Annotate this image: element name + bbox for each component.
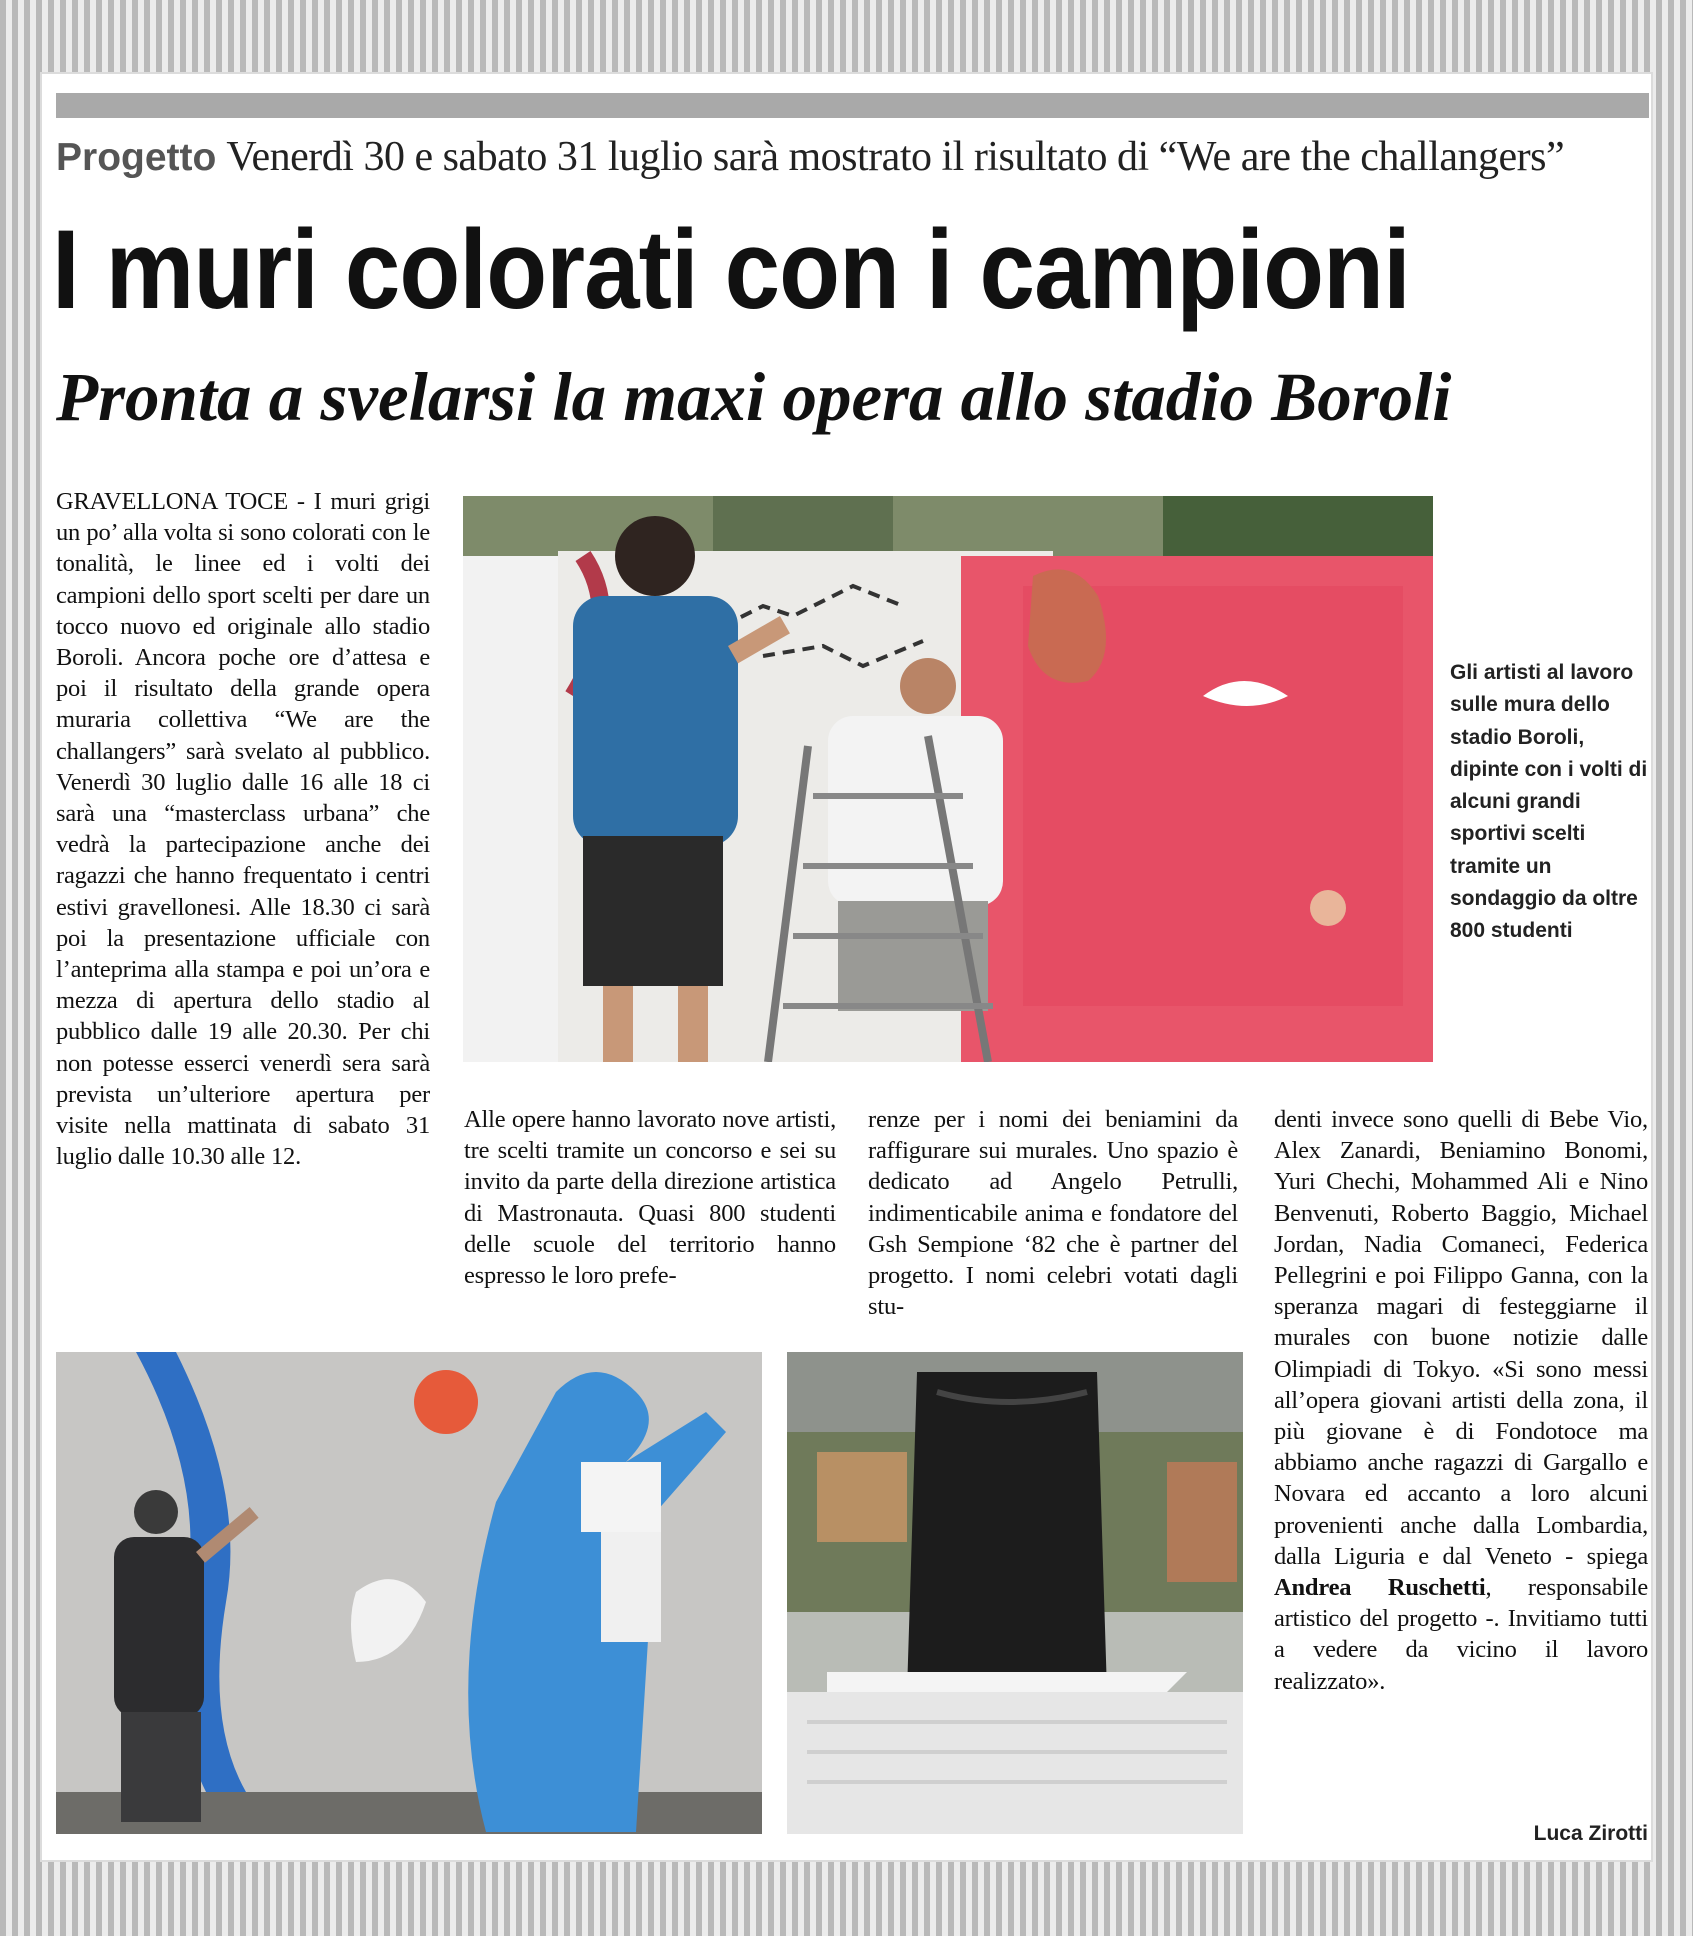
- article-column-1: GRAVELLONA TOCE - I muri grigi un po’ alla volta si sono colorati con le tonalità, le linee ed i volti dei campioni dello sport scelti per dare un tocco nuovo ed originale allo stadio Boroli. Ancora poche ore d’attesa e poi il risultato della grande opera muraria collettiva “We are the challangers” sarà svelato al pubblico. Venerdì 30 luglio dalle 16 alle 18 ci sarà una “masterclass urbana” che vedrà la partecipazione anche dei ragazzi che hanno frequentato i centri estivi gravellonesi. Alle 18.30 ci sarà poi la presentazione ufficiale con l’anteprima alla stampa e poi un’ora e mezza di apertura dello stadio al pubblico dalle 19 alle 20.30. Per chi non potesse esserci venerdì sera sarà prevista un’ulteriore apertura per visite nella mattinata di sabato 31 luglio dalle 10.30 alle 12.: [56, 488, 430, 1171]
- photo-covered-structure: [787, 1352, 1243, 1834]
- headline: I muri colorati con i campioni: [52, 207, 1410, 332]
- photo-caption: Gli artisti al lavoro sulle mura dello stadio Boroli, dipinte con i volti di alcuni grandi sportivi scelti tramite un sondaggio da oltre 800 studenti: [1450, 661, 1648, 943]
- article-column-2: Alle opere hanno lavorato nove artisti, tre scelti tramite un concorso e sei su invito da parte della direzione artistica di Mastronauta. Quasi 800 studenti delle scuole del territorio hanno espresso le loro prefe-: [464, 1106, 836, 1290]
- quoted-person-name: Andrea Ruschetti: [1274, 1574, 1486, 1602]
- subheadline: Pronta a svelarsi la maxi opera allo stadio Boroli: [56, 359, 1452, 435]
- photo-artists-at-work: [463, 496, 1433, 1062]
- article-column-3: renze per i nomi dei beniamini da raffigurare sui murales. Uno spazio è dedicato ad Angelo Petrulli, indimenticabile anima e fondatore del Gsh Sempione ‘82 che è partner del progetto. I nomi celebri votati dagli stu-: [868, 1106, 1238, 1321]
- kicker-line: [56, 133, 1656, 189]
- photo-blue-mural: [56, 1352, 762, 1834]
- byline: Luca Zirotti: [1533, 1822, 1648, 1845]
- section-bar: [56, 93, 1649, 118]
- article-column-4: [1274, 1104, 1648, 1697]
- kicker-text: Venerdì 30 e sabato 31 luglio sarà mostrato il risultato di “We are the challangers”: [226, 134, 1565, 180]
- col4-text-b: , responsabile artistico del progetto -. Invitiamo tutti a vedere da vicino il lavoro realizzato».: [1274, 1574, 1649, 1695]
- kicker-label: Progetto: [56, 136, 217, 179]
- col4-text-a: denti invece sono quelli di Bebe Vio, Alex Zanardi, Beniamino Bonomi, Yuri Chechi, Mohammed Ali e Nino Benvenuti, Roberto Baggio, Michael Jordan, Nadia Comaneci, Federica Pellegrini e poi Filippo Ganna, con la speranza magari di festeggiarne il murales con buone notizie dalle Olimpiadi di Tokyo. «Si sono messi all’opera giovani artisti della zona, il più giovane è di Fondotoce ma abbiamo anche ragazzi di Gargallo e Novara ed accanto a loro alcuni provenienti anche dalla Lombardia, dalla Liguria e dal Veneto - spiega: [1274, 1106, 1648, 1570]
